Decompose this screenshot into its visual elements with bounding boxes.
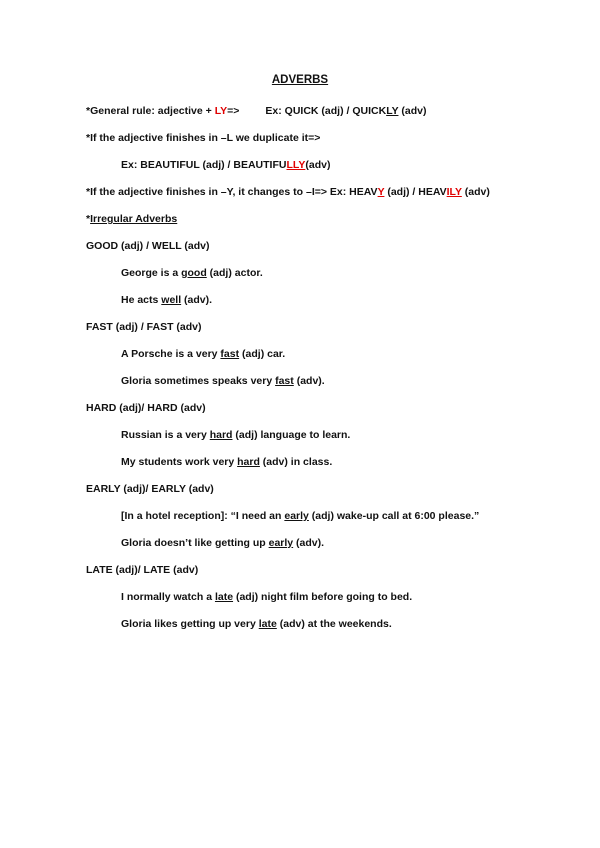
early-heading: EARLY (adj)/ EARLY (adv) xyxy=(86,483,214,495)
example-keyword: good xyxy=(181,267,207,279)
y-rule-line xyxy=(86,185,490,199)
example-text: I normally watch a xyxy=(121,591,215,603)
example-keyword: fast xyxy=(275,375,294,387)
hard-example-1 xyxy=(121,428,350,442)
example-text: He acts xyxy=(121,294,162,306)
example-text-end: (adj) night film before going to bed. xyxy=(233,591,413,603)
example-text-end: (adj) language to learn. xyxy=(232,429,351,441)
example-text: George is a xyxy=(121,267,182,279)
ily-suffix: ILY xyxy=(446,186,462,198)
rule-example: (adj) / HEAV xyxy=(384,186,447,198)
example-text-end: (adj) car. xyxy=(239,348,286,360)
example-text-end: (adv). xyxy=(293,537,325,549)
example-text: [In a hotel reception]: “I need an xyxy=(121,510,285,522)
general-rule-line xyxy=(86,104,426,118)
example-text: My students work very xyxy=(121,456,238,468)
rule-example: Ex: BEAUTIFUL (adj) / BEAUTIFU xyxy=(121,159,287,171)
rule-arrow: => xyxy=(227,105,240,117)
example-keyword: late xyxy=(258,618,277,630)
y-letter: Y xyxy=(377,186,385,198)
example-keyword: late xyxy=(214,591,234,603)
example-text: Gloria sometimes speaks very xyxy=(121,375,276,387)
example-text-end: (adj) actor. xyxy=(206,267,263,279)
example-keyword: hard xyxy=(237,456,260,468)
example-text: Gloria doesn’t like getting up xyxy=(121,537,269,549)
fast-example-2 xyxy=(121,374,325,388)
page-title: ADVERBS xyxy=(271,74,329,86)
good-heading: GOOD (adj) / WELL (adv) xyxy=(86,240,210,252)
good-example-2 xyxy=(121,293,212,307)
early-example-2 xyxy=(121,536,324,550)
l-rule-line: *If the adjective finishes in –L we duplicate it=> xyxy=(86,132,321,144)
late-heading: LATE (adj)/ LATE (adv) xyxy=(86,564,199,576)
lly-suffix: LLY xyxy=(286,159,306,171)
rule-example-end: (adv) xyxy=(461,186,490,198)
example-keyword: early xyxy=(268,537,294,549)
example-text: Russian is a very xyxy=(121,429,210,441)
example-keyword: fast xyxy=(220,348,240,360)
hard-example-2 xyxy=(121,455,332,469)
example-text-end: (adv). xyxy=(181,294,213,306)
example-text: Gloria likes getting up very xyxy=(121,618,259,630)
hard-heading: HARD (adj)/ HARD (adv) xyxy=(86,402,206,414)
example-text-end: (adv) in class. xyxy=(259,456,333,468)
ly-suffix: LY xyxy=(214,105,228,117)
example-text-end: (adv). xyxy=(293,375,325,387)
example-text-end: (adv) at the weekends. xyxy=(276,618,392,630)
irregular-adverbs-heading xyxy=(86,212,177,226)
rule-text: *General rule: adjective + xyxy=(86,105,215,117)
late-example-1 xyxy=(121,590,412,604)
fast-heading: FAST (adj) / FAST (adv) xyxy=(86,321,202,333)
fast-example-1 xyxy=(121,347,285,361)
l-rule-example xyxy=(121,158,330,172)
example-text: A Porsche is a very xyxy=(121,348,221,360)
example-text-end: (adj) wake-up call at 6:00 please.” xyxy=(308,510,480,522)
example-keyword: hard xyxy=(209,429,233,441)
example-keyword: well xyxy=(161,294,182,306)
example-keyword: early xyxy=(284,510,309,522)
ly-suffix-example: LY xyxy=(386,105,399,117)
rule-example: Ex: QUICK (adj) / QUICK xyxy=(265,105,387,117)
asterisk: * xyxy=(86,213,91,225)
rule-example-end: (adv) xyxy=(305,159,331,171)
early-example-1 xyxy=(121,509,479,523)
late-example-2 xyxy=(121,617,392,631)
irregular-label: Irregular Adverbs xyxy=(90,213,178,225)
rule-text: *If the adjective finishes in –Y, it changes to –I=> Ex: HEAV xyxy=(86,186,378,198)
rule-example-end: (adv) xyxy=(398,105,427,117)
good-example-1 xyxy=(121,266,263,280)
